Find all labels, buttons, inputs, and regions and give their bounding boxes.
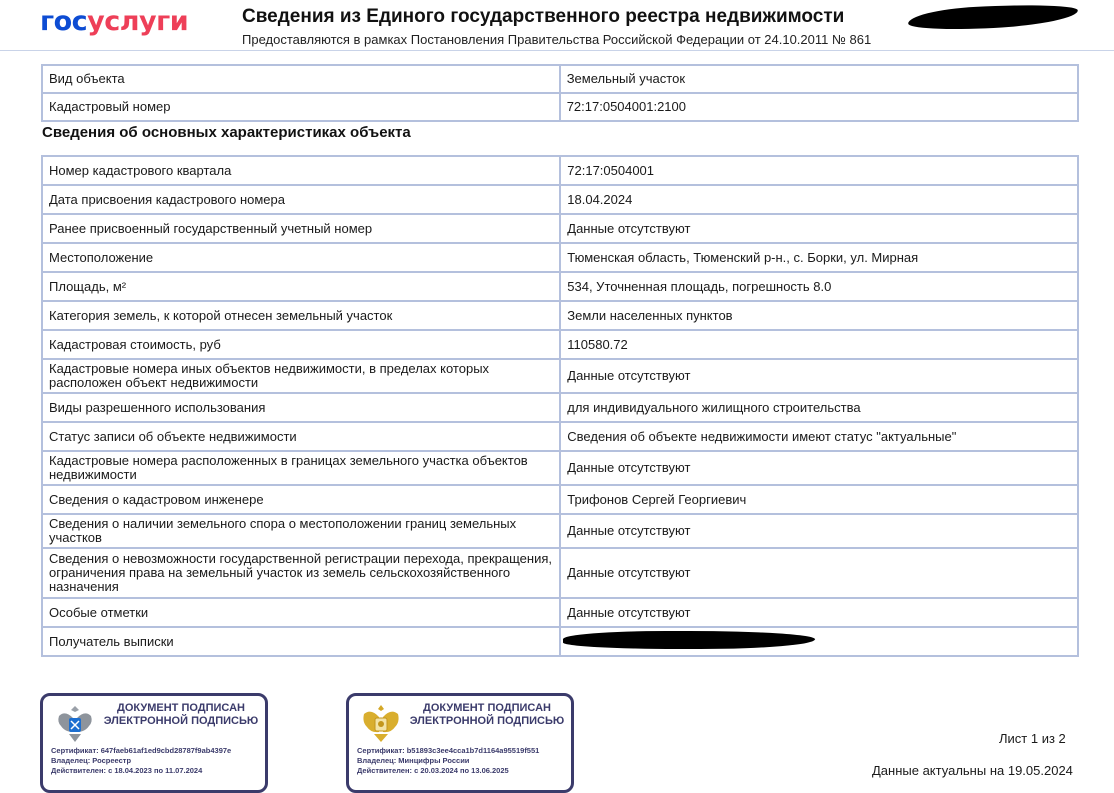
row-value: для индивидуального жилищного строительства [560,393,1078,422]
row-label: Виды разрешенного использования [42,393,560,422]
row-label: Особые отметки [42,598,560,627]
coat-of-arms-icon [361,702,401,744]
stamp-validity: Действителен: с 20.03.2024 по 13.06.2025 [357,766,509,775]
row-value: Земельный участок [560,65,1078,93]
page-number: Лист 1 из 2 [999,731,1066,746]
row-label: Вид объекта [42,65,560,93]
signature-stamp [346,693,574,793]
row-label: Ранее присвоенный государственный учетный номер [42,214,560,243]
row-value: 72:17:0504001 [560,156,1078,185]
row-label: Кадастровый номер [42,93,560,121]
document-subtitle: Предоставляются в рамках Постановления Правительства Российской Федерации от 24.10.2011 № 861 [242,32,872,47]
stamp-owner: Владелец: Минцифры России [357,756,470,765]
row-value: Трифонов Сергей Георгиевич [560,485,1078,514]
row-value-redacted [560,627,1078,656]
row-label: Получатель выписки [42,627,560,656]
table-row [42,214,1078,243]
table-row [42,65,1078,93]
table-row [42,598,1078,627]
row-label: Сведения о кадастровом инженере [42,485,560,514]
row-label: Кадастровые номера иных объектов недвижимости, в пределах которых расположен объект недвижимости [42,359,560,393]
row-value: Данные отсутствуют [560,451,1078,485]
logo-part-uslugi: услуги [87,6,189,37]
row-value: Данные отсутствуют [560,359,1078,393]
row-label: Сведения о наличии земельного спора о местоположении границ земельных участков [42,514,560,548]
table-row [42,627,1078,656]
row-label: Кадастровые номера расположенных в границах земельного участка объектов недвижимости [42,451,560,485]
rosreestr-emblem-icon [55,702,95,744]
row-label: Категория земель, к которой отнесен земельный участок [42,301,560,330]
characteristics-table [41,155,1079,657]
row-value: Сведения об объекте недвижимости имеют статус "актуальные" [560,422,1078,451]
row-label: Сведения о невозможности государственной регистрации перехода, прекращения, ограничения права на земельный участок из земель сельскохозяйственного назначения [42,548,560,598]
stamp-heading: ДОКУМЕНТ ПОДПИСАН ЭЛЕКТРОННОЙ ПОДПИСЬЮ [103,702,259,727]
signature-stamp [40,693,268,793]
table-row [42,548,1078,598]
table-row [42,514,1078,548]
document-header [0,0,1114,51]
table-row [42,243,1078,272]
row-value: Земли населенных пунктов [560,301,1078,330]
row-label: Кадастровая стоимость, руб [42,330,560,359]
table-row [42,272,1078,301]
table-row [42,301,1078,330]
data-actual-date: Данные актуальны на 19.05.2024 [872,763,1073,778]
stamp-heading: ДОКУМЕНТ ПОДПИСАН ЭЛЕКТРОННОЙ ПОДПИСЬЮ [409,702,565,727]
table-row [42,185,1078,214]
gosuslugi-logo [40,6,188,37]
logo-part-gos: гос [40,6,88,37]
row-value: Данные отсутствуют [560,214,1078,243]
row-value: Данные отсутствуют [560,598,1078,627]
table-row [42,330,1078,359]
stamp-owner: Владелец: Росреестр [51,756,132,765]
stamp-certificate: Сертификат: b51893c3ee4cca1b7d1164a95519f551 [357,746,540,755]
document-title: Сведения из Единого государственного реестра недвижимости [242,6,845,27]
stamp-validity: Действителен: с 18.04.2023 по 11.07.2024 [51,766,203,775]
section-title: Сведения об основных характеристиках объекта [42,124,411,141]
table-row [42,451,1078,485]
row-value: 110580.72 [560,330,1078,359]
row-value: 72:17:0504001:2100 [560,93,1078,121]
row-label: Номер кадастрового квартала [42,156,560,185]
table-row [42,359,1078,393]
table-row [42,422,1078,451]
object-table [41,64,1079,122]
redaction-mark [908,2,1079,33]
redaction-mark [563,631,815,649]
row-value: Тюменская область, Тюменский р-н., с. Борки, ул. Мирная [560,243,1078,272]
table-row [42,93,1078,121]
table-row [42,485,1078,514]
row-label: Местоположение [42,243,560,272]
row-label: Дата присвоения кадастрового номера [42,185,560,214]
row-value: 534, Уточненная площадь, погрешность 8.0 [560,272,1078,301]
row-label: Площадь, м² [42,272,560,301]
row-value: Данные отсутствуют [560,514,1078,548]
table-row [42,156,1078,185]
stamp-certificate: Сертификат: 647faeb61af1ed9cbd28787f9ab4397e [51,746,232,755]
row-value: 18.04.2024 [560,185,1078,214]
row-label: Статус записи об объекте недвижимости [42,422,560,451]
row-value: Данные отсутствуют [560,548,1078,598]
table-row [42,393,1078,422]
